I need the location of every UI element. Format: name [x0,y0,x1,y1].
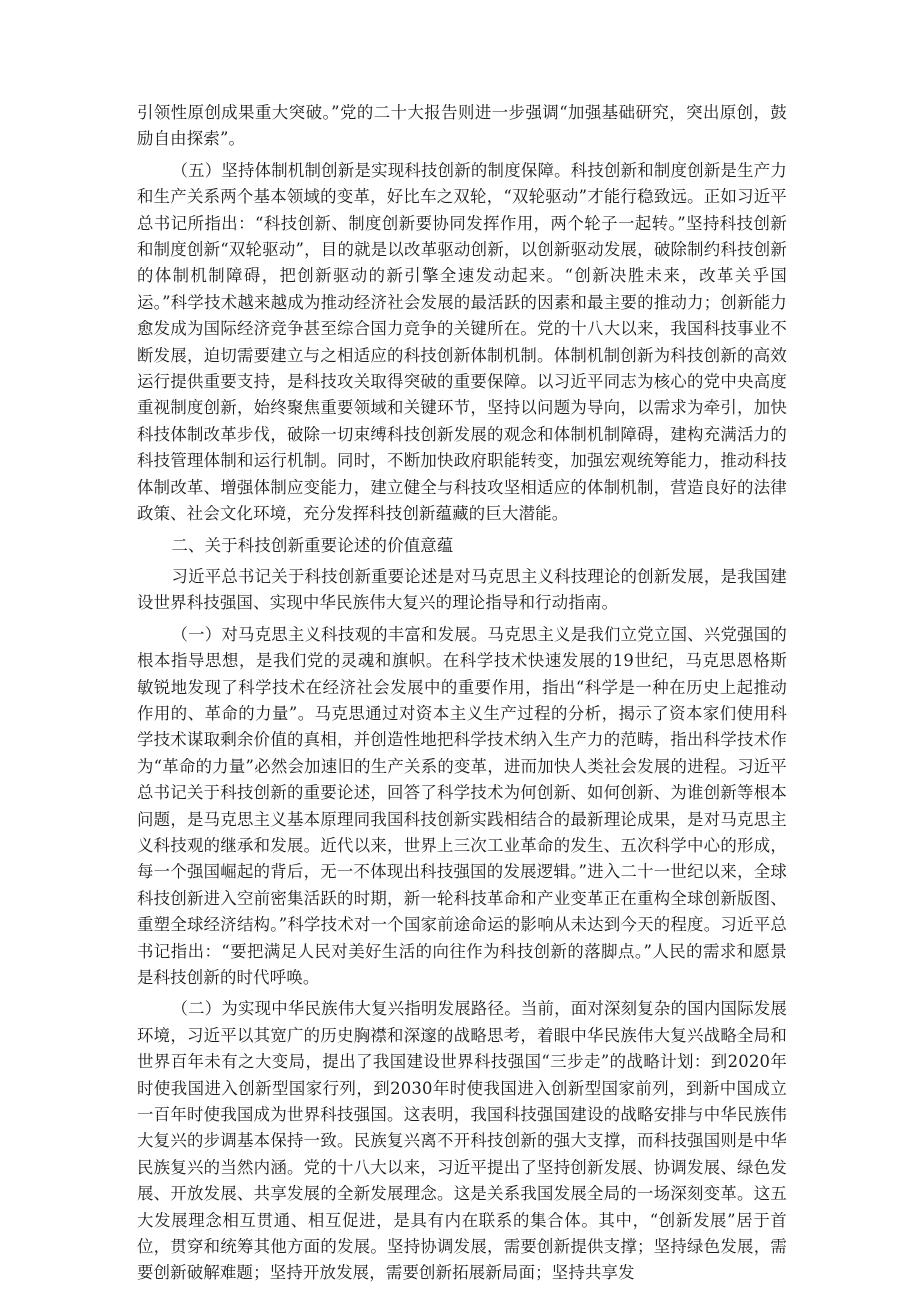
paragraph-subsection-2: （二）为实现中华民族伟大复兴指明发展路径。当前，面对深刻复杂的国内国际发展环境，习近平以其宽广的历史胸襟和深邃的战略思考，着眼中华民族伟大复兴战略全局和世界百年未有之大变局，提出了我国建设世界科技强国“三步走”的战略计划：到2020年时使我国进入创新型国家行列，到2030年时使我国进入创新型国家前列，到新中国成立一百年时使我国成为世界科技强国。这表明，我国科技强国建设的战略安排与中华民族伟大复兴的步调基本保持一致。民族复兴离不开科技创新的强大支撑，而科技强国则是中华民族复兴的当然内涵。党的十八大以来，习近平提出了坚持创新发展、协调发展、绿色发展、开放发展、共享发展的全新发展理念。这是关系我国发展全局的一场深刻变革。这五大发展理念相互贯通、相互促进，是具有内在联系的集合体。其中，“创新发展”居于首位，贯穿和统筹其他方面的发展。坚持协调发展，需要创新提供支撑；坚持绿色发展，需要创新破解难题；坚持开放发展，需要创新拓展新局面；坚持共享发 [137,999,787,1283]
document-body [137,100,787,1292]
paragraph-continuation: 引领性原创成果重大突破。”党的二十大报告则进一步强调“加强基础研究，突出原创，鼓励自由探索”。 [137,103,787,149]
paragraph-section-5: （五）坚持体制机制创新是实现科技创新的制度保障。科技创新和制度创新是生产力和生产关系两个基本领域的变革，好比车之双轮，“双轮驱动”才能行稳致远。正如习近平总书记所指出：“科技创新、制度创新要协同发挥作用，两个轮子一起转。”坚持科技创新和制度创新“双轮驱动”，目的就是以改革驱动创新，以创新驱动发展，破除制约科技创新的体制机制障碍，把创新驱动的新引擎全速发动起来。“创新决胜未来，改革关乎国运。”科学技术越来越成为推动经济社会发展的最活跃的因素和最主要的推动力；创新能力愈发成为国际经济竞争甚至综合国力竞争的关键所在。党的十八大以来，我国科技事业不断发展，迫切需要建立与之相适应的科技创新体制机制。体制机制创新为科技创新的高效运行提供重要支持，是科技攻关取得突破的重要保障。以习近平同志为核心的党中央高度重视制度创新，始终聚焦重要领域和关键环节，坚持以问题为导向，以需求为牵引，加快科技体制改革步伐，破除一切束缚科技创新发展的观念和体制机制障碍，建构充满活力的科技管理体制和运行机制。同时，不断加快政府职能转变，加强宏观统筹能力，推动科技体制改革、增强体制应变能力，建立健全与科技攻坚相适应的体制机制，营造良好的法律政策、社会文化环境，充分发挥科技创新蕴藏的巨大潜能。 [137,160,787,524]
section-heading: 二、关于科技创新重要论述的价值意蕴 [171,535,454,555]
paragraph-subsection-1: （一）对马克思主义科技观的丰富和发展。马克思主义是我们立党立国、兴党强国的根本指导思想，是我们党的灵魂和旗帜。在科学技术快速发展的19世纪，马克思恩格斯敏锐地发现了科学技术在经济社会发展中的重要作用，指出“科学是一种在历史上起推动作用的、革命的力量”。马克思通过对资本主义生产过程的分析，揭示了资本家们使用科学技术谋取剩余价值的真相，并创造性地把科学技术纳入生产力的范畴，指出科学技术作为“革命的力量”必然会加速旧的生产关系的变革，进而加快人类社会发展的进程。习近平总书记关于科技创新的重要论述，回答了科学技术为何创新、如何创新、为谁创新等根本问题，是马克思主义基本原理同我国科技创新实践相结合的最新理论成果，是对马克思主义科技观的继承和发展。近代以来，世界上三次工业革命的发生、五次科学中心的形成，每一个强国崛起的背后，无一不体现出科技强国的发展逻辑。”进入二十一世纪以来，全球科技创新进入空前密集活跃的时期，新一轮科技革命和产业变革正在重构全球创新版图、重塑全球经济结构。”科学技术对一个国家前途命运的影响从未达到今天的程度。习近平总书记指出：“要把满足人民对美好生活的向往作为科技创新的落脚点。”人民的需求和愿景是科技创新的时代呼唤。 [137,624,787,987]
paragraph-intro: 习近平总书记关于科技创新重要论述是对马克思主义科技理论的创新发展，是我国建设世界科技强国、实现中华民族伟大复兴的理论指导和行动指南。 [137,566,787,613]
